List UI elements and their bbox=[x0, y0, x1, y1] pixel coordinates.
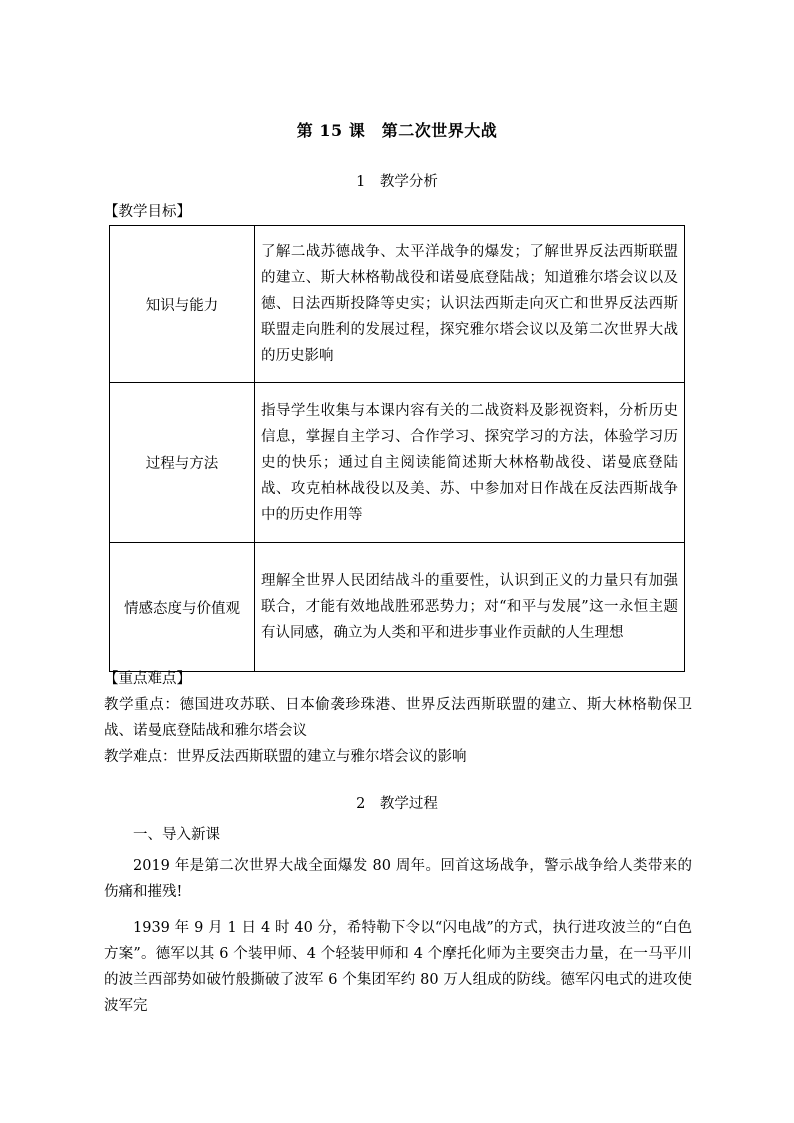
objective-content: 了解二战苏德战争、太平洋战争的爆发；了解世界反法西斯联盟的建立、斯大林格勒战役和诺曼底登陆战；知道雅尔塔会议以及德、日法西斯投降等史实；认识法西斯走向灭亡和世界反法西斯联盟走向胜利的发展过程，探究雅尔塔会议以及第二次世界大战的历史影响 bbox=[255, 226, 685, 383]
objectives-heading: 【教学目标】 bbox=[104, 204, 191, 220]
key-points-text: 教学重点：德国进攻苏联、日本偷袭珍珠港、世界反法西斯联盟的建立、斯大林格勒保卫战、诺曼底登陆战和雅尔塔会议 bbox=[104, 697, 692, 739]
keypoints-heading: 【重点难点】 bbox=[104, 671, 191, 687]
section-heading-analysis: 1 教学分析 bbox=[356, 174, 438, 190]
body-paragraph: 2019 年是第二次世界大战全面爆发 80 周年。回首这场战争，警示战争给人类带来的伤痛和摧残! bbox=[104, 858, 692, 900]
objective-label: 情感态度与价值观 bbox=[110, 543, 255, 672]
difficulties-text: 教学难点：世界反法西斯联盟的建立与雅尔塔会议的影响 bbox=[104, 749, 467, 765]
intro-heading: 一、导入新课 bbox=[133, 827, 220, 843]
objective-content: 指导学生收集与本课内容有关的二战资料及影视资料，分析历史信息，掌握自主学习、合作学习、探究学习的方法，体验学习历史的快乐；通过自主阅读能简述斯大林格勒战役、诺曼底登陆战、攻克柏林战役以及美、苏、中参加对日作战在反法西斯战争中的历史作用等 bbox=[255, 383, 685, 543]
body-paragraph: 1939 年 9 月 1 日 4 时 40 分，希特勒下令以“闪电战”的方式，执行进攻波兰的“白色方案”。德军以其 6 个装甲师、4 个轻装甲师和 4 个摩托化师为主要突击力量，在一马平川的波兰西部势如破竹般撕破了波军 6 个集团军约 80 万人组成的防线。德军闪电式的进攻使波军完 bbox=[104, 920, 692, 1014]
table-row bbox=[110, 383, 685, 543]
objective-content: 理解全世界人民团结战斗的重要性，认识到正义的力量只有加强联合，才能有效地战胜邪恶势力；对“和平与发展”这一永恒主题有认同感，确立为人类和平和进步事业作贡献的人生理想 bbox=[255, 543, 685, 672]
section-heading-process: 2 教学过程 bbox=[356, 796, 438, 812]
table-row bbox=[110, 226, 685, 383]
table-row bbox=[110, 543, 685, 672]
objectives-table bbox=[109, 225, 685, 672]
lesson-title: 第 15 课 第二次世界大战 bbox=[296, 121, 498, 140]
objective-label: 过程与方法 bbox=[110, 383, 255, 543]
objective-label: 知识与能力 bbox=[110, 226, 255, 383]
